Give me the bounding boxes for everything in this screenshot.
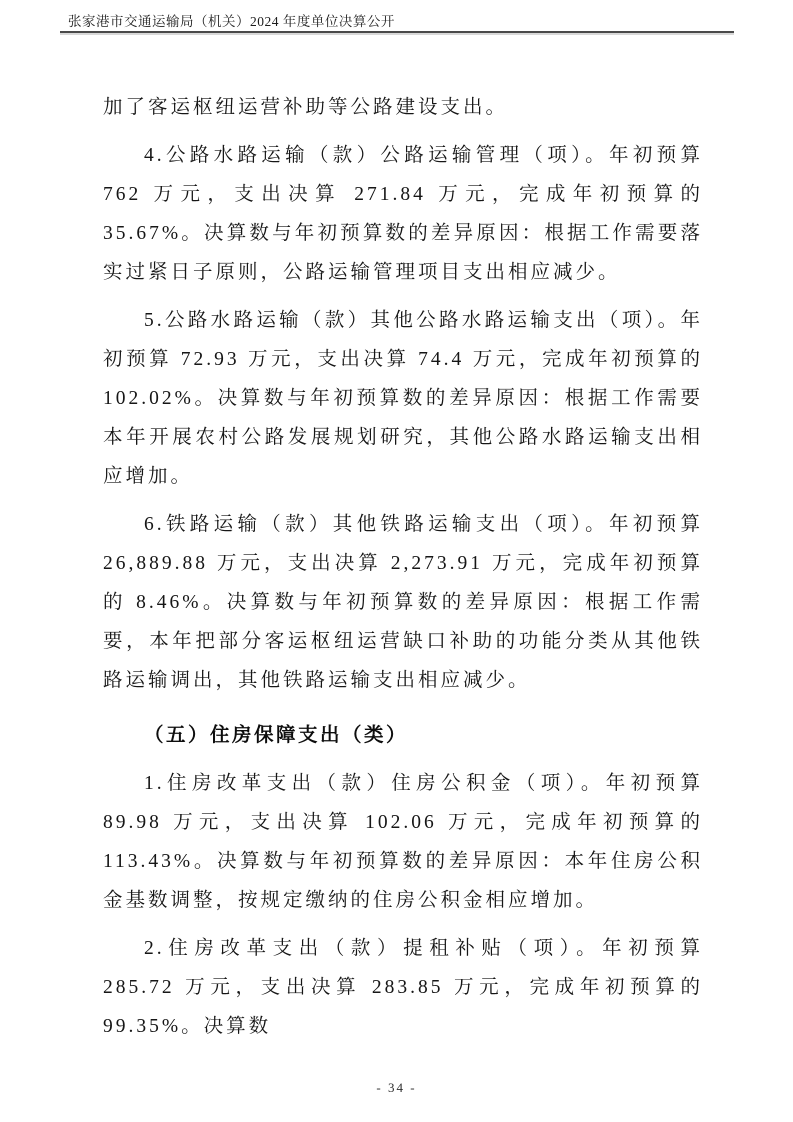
paragraph-item-5-other-highway-waterway: 5.公路水路运输（款）其他公路水路运输支出（项）。年初预算 72.93 万元，支出决算 74.4 万元，完成年初预算的 102.02%。决算数与年初预算数的差异原因：根据工作需要本年开展农村公路发展规划研究，其他公路水路运输支出相应增加。 — [103, 310, 703, 487]
paragraph-continuation: 加了客运枢纽运营补助等公路建设支出。 — [103, 97, 509, 118]
page-number: - 34 - — [376, 1080, 417, 1095]
paragraph-item-2-rent-subsidy: 2.住房改革支出（款）提租补贴（项）。年初预算 285.72 万元，支出决算 283.85 万元，完成年初预算的 99.35%。决算数 — [103, 938, 703, 1037]
paragraph-item-1-housing-fund: 1.住房改革支出（款）住房公积金（项）。年初预算 89.98 万元，支出决算 102.06 万元，完成年初预算的 113.43%。决算数与年初预算数的差异原因：本年住房公积金基数调整，按规定缴纳的住房公积金相应增加。 — [103, 773, 703, 911]
section-heading-housing-security: （五）住房保障支出（类） — [144, 725, 409, 746]
page-header-title: 张家港市交通运输局（机关）2024 年度单位决算公开 — [68, 14, 395, 29]
paragraph-item-6-other-railway-transport: 6.铁路运输（款）其他铁路运输支出（项）。年初预算 26,889.88 万元，支出决算 2,273.91 万元，完成年初预算的 8.46%。决算数与年初预算数的差异原因：根据工作需要，本年把部分客运枢纽运营缺口补助的功能分类从其他铁路运输调出，其他铁路运输支出相应减少。 — [103, 514, 703, 691]
document-body — [103, 88, 703, 1046]
header-divider — [60, 31, 734, 33]
paragraph-item-4-highway-transport-management: 4.公路水路运输（款）公路运输管理（项）。年初预算 762 万元，支出决算 271.84 万元，完成年初预算的 35.67%。决算数与年初预算数的差异原因：根据工作需要落实过紧日子原则，公路运输管理项目支出相应减少。 — [103, 145, 703, 283]
